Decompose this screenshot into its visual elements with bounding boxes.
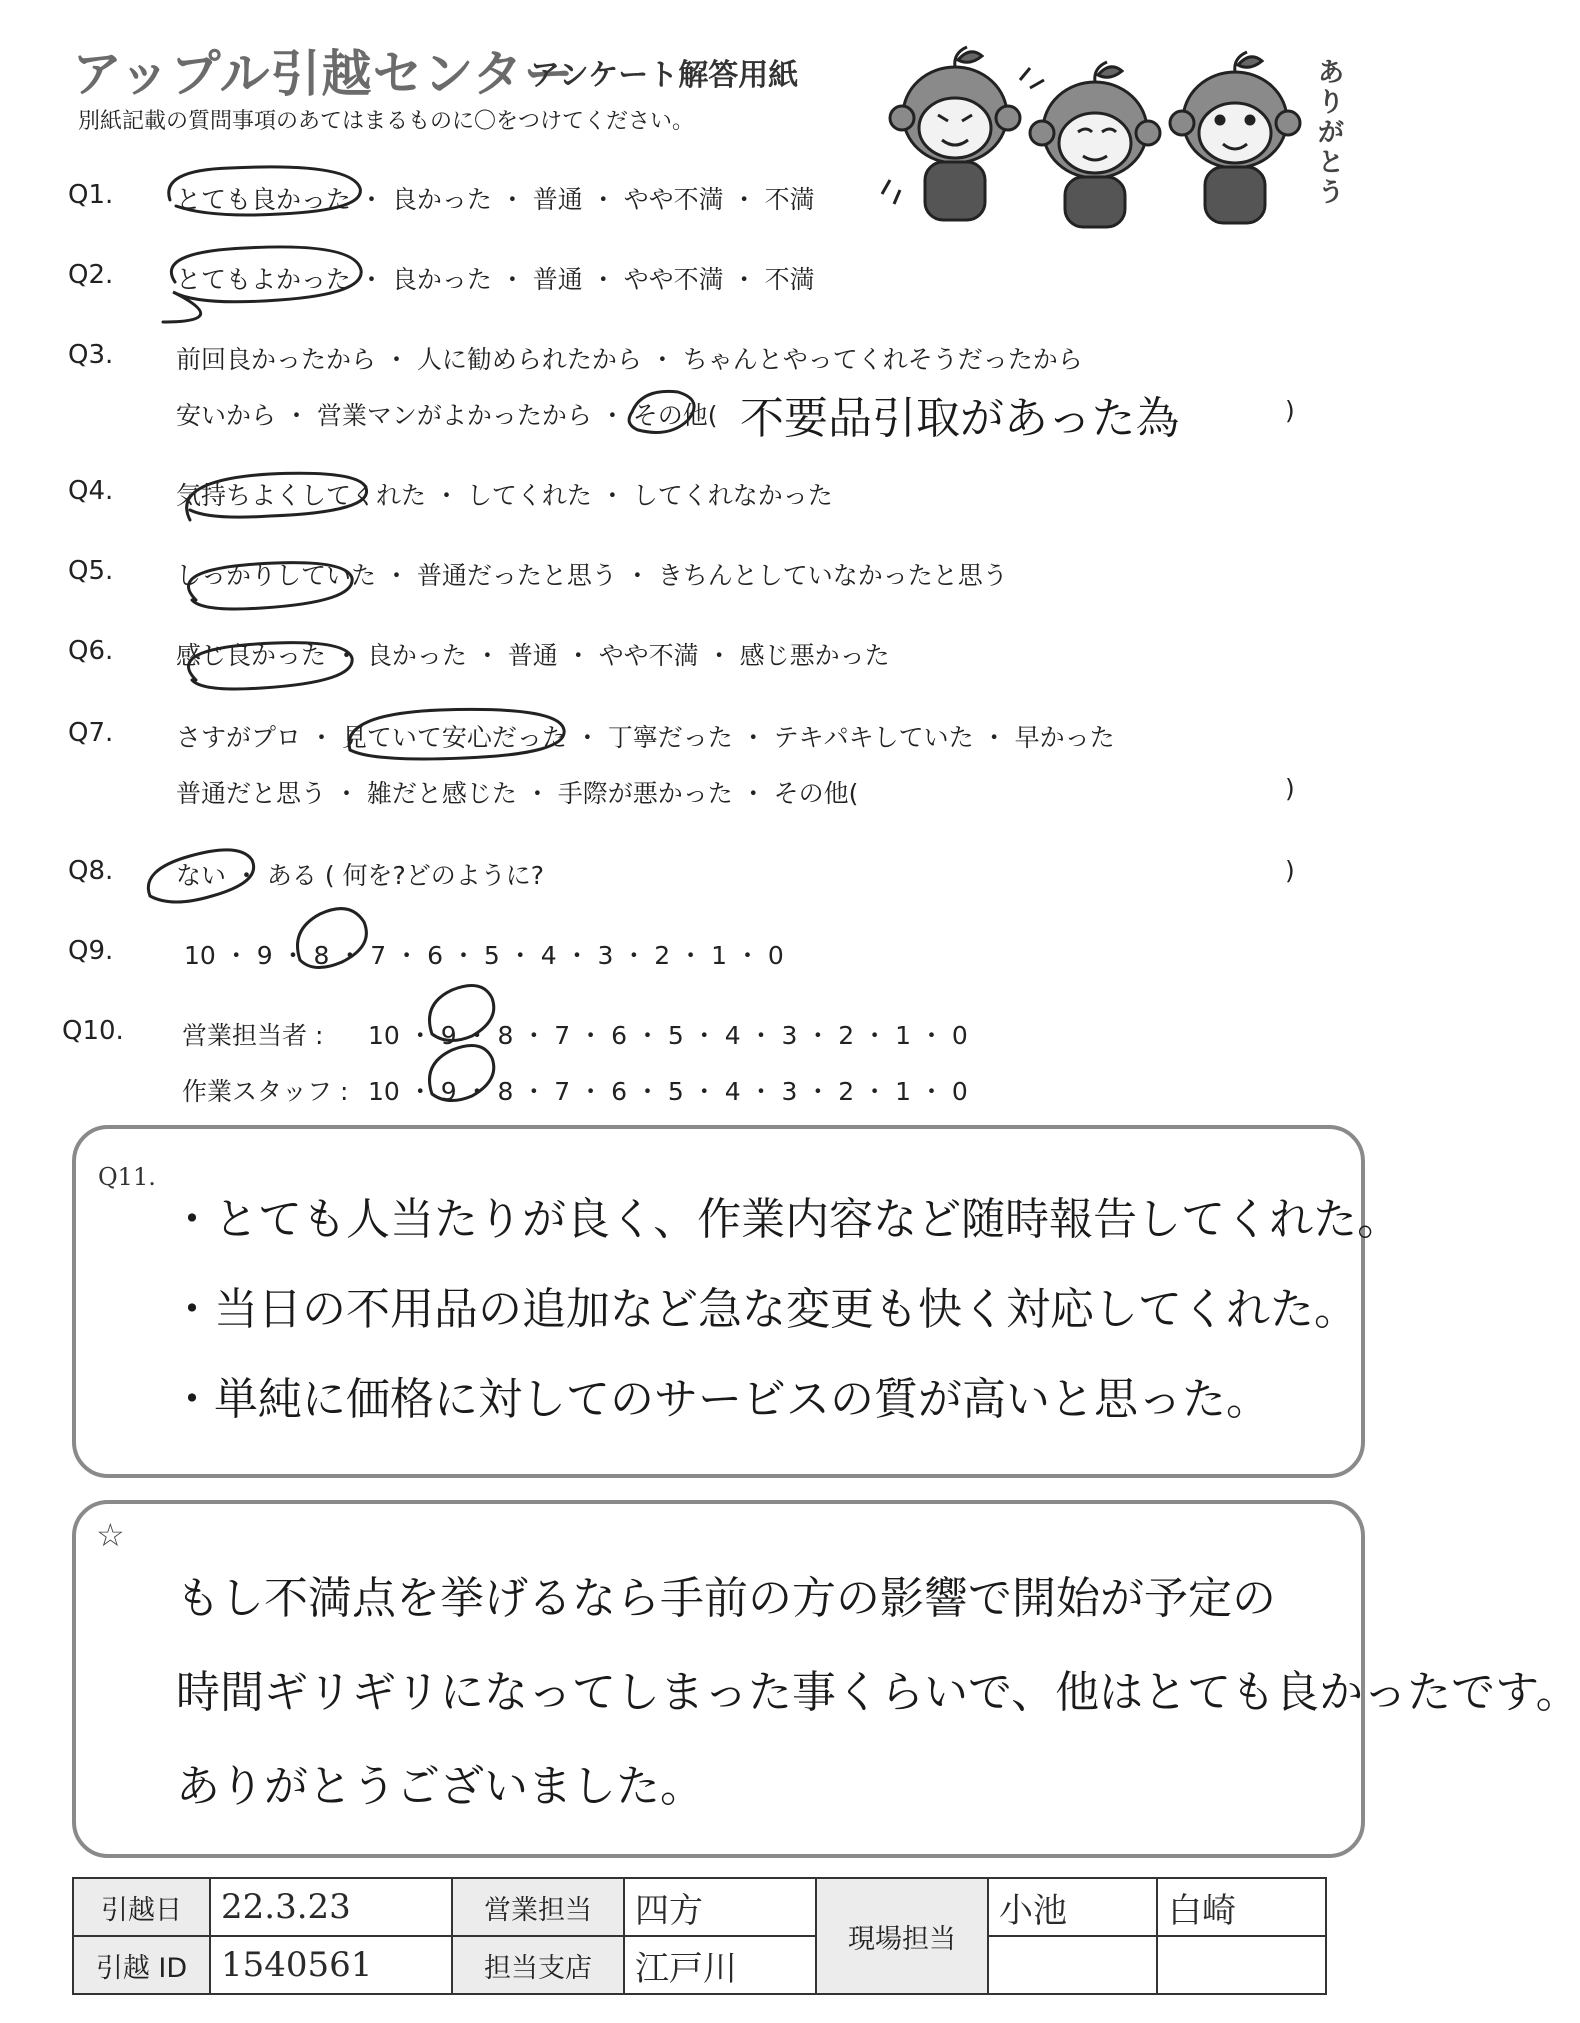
q10-label: Q10. xyxy=(62,1016,124,1046)
branch-label: 担当支店 xyxy=(452,1936,624,1994)
site-rep-blank-cell-1 xyxy=(988,1936,1157,1994)
site-rep-blank-cell-2 xyxy=(1157,1936,1326,1994)
q8-close-paren: ) xyxy=(1285,856,1295,885)
q2-label: Q2. xyxy=(68,260,114,290)
q4-label: Q4. xyxy=(68,476,114,506)
q3-answer-circle xyxy=(629,391,694,432)
q11-line-3: ・単純に価格に対してのサービスの質が高いと思った。 xyxy=(170,1374,1270,1425)
q8-label: Q8. xyxy=(68,856,114,886)
form-subtitle: アンケート解答用紙 xyxy=(530,58,799,93)
q10-sales-options: 10 ・ 9 ・ 8 ・ 7 ・ 6 ・ 5 ・ 4 ・ 3 ・ 2 ・ 1 ・ 0 xyxy=(368,1021,968,1050)
q5-answer-circle xyxy=(189,563,353,609)
q10-staff-label: 作業スタッフ : xyxy=(182,1077,349,1106)
q6-options: 感じ良かった ・ 良かった ・ 普通 ・ やや不満 ・ 感じ悪かった xyxy=(176,641,890,670)
company-title: アップル引越センター xyxy=(72,45,575,103)
site-rep-value-1: 小池 xyxy=(988,1878,1157,1936)
sales-rep-value: 四方 xyxy=(624,1878,816,1936)
star-marker: ☆ xyxy=(96,1516,125,1554)
site-rep-value-2: 白崎 xyxy=(1157,1878,1326,1936)
q6-label: Q6. xyxy=(68,636,114,666)
q3-options-line1: 前回良かったから ・ 人に勧められたから ・ ちゃんとやってくれそうだったから xyxy=(176,345,1083,374)
q3-options-line2: 安いから ・ 営業マンがよかったから ・ その他( xyxy=(176,401,718,430)
move-id-label: 引越 ID xyxy=(73,1936,210,1994)
q10-staff-options: 10 ・ 9 ・ 8 ・ 7 ・ 6 ・ 5 ・ 4 ・ 3 ・ 2 ・ 1 ・ 0 xyxy=(368,1077,968,1106)
q5-options: しっかりしていた ・ 普通だったと思う ・ きちんとしていなかったと思う xyxy=(176,561,1008,590)
q9-options: 10 ・ 9 ・ 8 ・ 7 ・ 6 ・ 5 ・ 4 ・ 3 ・ 2 ・ 1 ・ 0 xyxy=(184,941,784,970)
q9-answer-circle xyxy=(298,909,367,968)
q8-answer-circle xyxy=(148,850,253,902)
q1-label: Q1. xyxy=(68,180,114,210)
q10-sales-label: 営業担当者 : xyxy=(182,1021,324,1050)
q1-options: とても良かった ・ 良かった ・ 普通 ・ やや不満 ・ 不満 xyxy=(176,185,815,214)
site-rep-label: 現場担当 xyxy=(816,1878,988,1994)
q8-options: ない ・ ある ( 何を?どのように? xyxy=(176,861,545,890)
sales-rep-label: 営業担当 xyxy=(452,1878,624,1936)
q7-answer-circle xyxy=(349,709,564,759)
q4-options: 気持ちよくしてくれた ・ してくれた ・ してくれなかった xyxy=(176,481,833,510)
q7-close-paren: ) xyxy=(1285,774,1295,803)
q3-label: Q3. xyxy=(68,340,114,370)
q5-label: Q5. xyxy=(68,556,114,586)
q7-options-line1: さすがプロ ・ 見ていて安心だった ・ 丁寧だった ・ テキパキしていた ・ 早かった xyxy=(176,723,1115,752)
move-id-value: 1540561 xyxy=(210,1936,452,1994)
q11-line-2: ・当日の不用品の追加など急な変更も快く対応してくれた。 xyxy=(170,1284,1358,1335)
q9-label: Q9. xyxy=(68,936,114,966)
move-date-label: 引越日 xyxy=(73,1878,210,1936)
comment-line-3: ありがとうございました。 xyxy=(176,1761,704,1812)
branch-value: 江戸川 xyxy=(624,1936,816,1994)
move-info-table xyxy=(72,1877,1327,1995)
comment-line-2: 時間ギリギリになってしまった事くらいで、他はとても良かったです。 xyxy=(176,1667,1580,1718)
form-instruction: 別紙記載の質問事項のあてはまるものに〇をつけてください。 xyxy=(78,109,695,134)
q10-sales-answer-circle xyxy=(430,986,494,1041)
q2-answer-circle xyxy=(163,247,361,322)
q3-close-paren: ) xyxy=(1285,396,1295,425)
q11-line-1: ・とても人当たりが良く、作業内容など随時報告してくれた。 xyxy=(170,1194,1402,1245)
q7-options-line2: 普通だと思う ・ 雑だと感じた ・ 手際が悪かった ・ その他( xyxy=(176,779,859,808)
q1-answer-circle xyxy=(169,167,361,215)
q10-staff-answer-circle xyxy=(430,1046,494,1101)
q3-other-answer: 不要品引取があった為 xyxy=(740,393,1180,444)
q11-label: Q11. xyxy=(98,1163,156,1191)
comment-line-1: もし不満点を挙げるなら手前の方の影響で開始が予定の xyxy=(176,1573,1276,1624)
q4-answer-circle xyxy=(187,473,367,520)
thanks-vertical-text: ありがとう xyxy=(1318,58,1345,208)
q7-label: Q7. xyxy=(68,718,114,748)
q2-options: とてもよかった ・ 良かった ・ 普通 ・ やや不満 ・ 不満 xyxy=(176,265,815,294)
q6-answer-circle xyxy=(189,643,353,689)
move-date-value: 22.3.23 xyxy=(210,1878,452,1936)
